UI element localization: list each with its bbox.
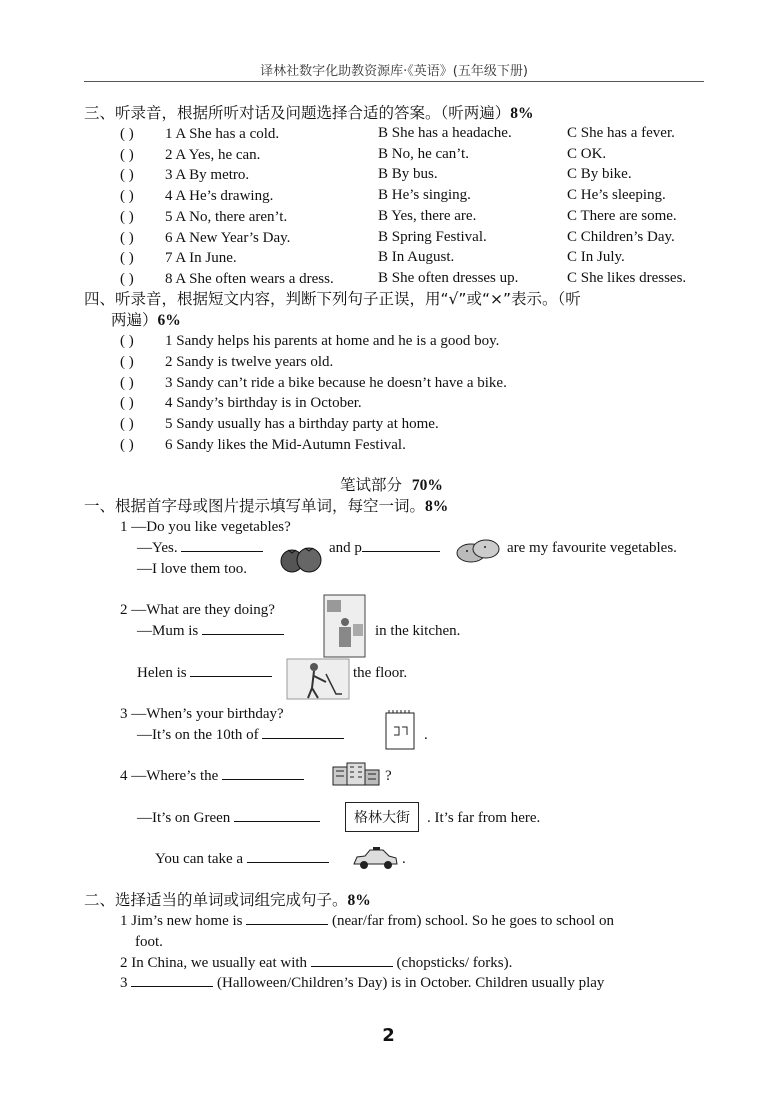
option-a: 4 A He’s drawing. bbox=[165, 188, 274, 205]
part2-title bbox=[84, 891, 371, 910]
answer-paren[interactable]: ( ) bbox=[120, 395, 134, 412]
section4-item bbox=[120, 436, 406, 454]
statement-text: 1 Sandy helps his parents at home and he is a good boy. bbox=[165, 333, 500, 349]
part2-score: 8% bbox=[347, 892, 371, 909]
p2-q1-end: (near/far from) school. So he goes to school on bbox=[332, 913, 615, 929]
part2-title-text: 二、选择适当的单词或词组完成句子。 bbox=[84, 891, 348, 909]
section3-item bbox=[120, 249, 237, 267]
q3-its-on: —It’s on the 10th of bbox=[137, 727, 259, 743]
statement-text: 6 Sandy likes the Mid-Autumn Festival. bbox=[165, 437, 406, 453]
option-a: 7 A In June. bbox=[165, 250, 237, 267]
section3-item bbox=[120, 146, 260, 164]
q1-line3: —I love them too. bbox=[137, 561, 247, 577]
option-b: B Yes, there are. bbox=[378, 207, 477, 224]
section3-item bbox=[120, 229, 290, 247]
p2-q2 bbox=[120, 954, 512, 972]
section4-title-line2 bbox=[111, 311, 181, 330]
answer-paren[interactable]: ( ) bbox=[120, 333, 134, 349]
p2-q1-cont: foot. bbox=[135, 934, 163, 950]
option-a: 5 A No, there aren’t. bbox=[165, 208, 288, 225]
answer-paren[interactable]: ( ) bbox=[120, 250, 134, 267]
answer-paren[interactable]: ( ) bbox=[120, 437, 134, 453]
answer-paren[interactable]: ( ) bbox=[120, 270, 134, 287]
p2-q2-start: 2 In China, we usually eat with bbox=[120, 955, 308, 971]
option-a: 6 A New Year’s Day. bbox=[165, 229, 291, 246]
p2-q3-num: 3 bbox=[120, 975, 128, 991]
section4-title-text2: 两遍） bbox=[111, 311, 158, 329]
p2-q1 bbox=[120, 912, 614, 930]
option-a: 2 A Yes, he can. bbox=[165, 146, 261, 163]
q4-blank3[interactable] bbox=[247, 850, 329, 863]
section4-score: 6% bbox=[157, 312, 181, 329]
statement-text: 3 Sandy can’t ride a bike because he doesn’t have a bike. bbox=[165, 374, 507, 391]
q2-line2b: in the kitchen. bbox=[375, 623, 461, 639]
q2-blank2[interactable] bbox=[190, 664, 272, 677]
option-a: 3 A By metro. bbox=[165, 167, 250, 184]
section3-item bbox=[120, 166, 249, 184]
q1-blank1[interactable] bbox=[181, 539, 263, 552]
section4-item bbox=[120, 394, 362, 412]
q2-mum-is: —Mum is bbox=[137, 623, 199, 639]
q4-line1 bbox=[120, 767, 304, 785]
q1-yes: —Yes. bbox=[137, 540, 178, 556]
q1-blank2[interactable] bbox=[362, 539, 440, 552]
answer-paren[interactable]: ( ) bbox=[120, 374, 134, 391]
part1-title-text: 一、根据首字母或图片提示填写单词，每空一词。 bbox=[84, 497, 426, 515]
q2-line2 bbox=[137, 622, 284, 640]
sweeping-floor-icon bbox=[286, 658, 350, 700]
q1-line2c: are my favourite vegetables. bbox=[507, 540, 677, 556]
section4-item bbox=[120, 374, 507, 392]
option-b: B She has a headache. bbox=[378, 125, 512, 141]
q4-you-can-take: You can take a bbox=[155, 851, 244, 867]
option-c: C In July. bbox=[567, 249, 625, 266]
option-b: B In August. bbox=[378, 249, 455, 266]
page-number: 2 bbox=[382, 1025, 395, 1046]
written-part-title bbox=[340, 476, 443, 495]
section3-item bbox=[120, 187, 273, 205]
taxi-car-icon bbox=[351, 846, 399, 872]
q2-helen-is: Helen is bbox=[137, 665, 187, 681]
option-a: 8 A She often wears a dress. bbox=[165, 270, 334, 287]
q4-question-mark: ? bbox=[385, 768, 392, 784]
q1-line1: 1 —Do you like vegetables? bbox=[120, 519, 291, 535]
answer-paren[interactable]: ( ) bbox=[120, 188, 134, 205]
option-b: B By bus. bbox=[378, 166, 438, 183]
option-c: C Children’s Day. bbox=[567, 228, 675, 245]
building-icon bbox=[331, 761, 381, 787]
option-c: C By bike. bbox=[567, 166, 632, 183]
q3-line2 bbox=[137, 726, 344, 744]
header-rule bbox=[84, 81, 704, 82]
calendar-icon bbox=[384, 709, 416, 751]
q4-line3 bbox=[155, 850, 329, 868]
q2-blank1[interactable] bbox=[202, 622, 284, 635]
option-b: B He’s singing. bbox=[378, 187, 471, 204]
section4-item bbox=[120, 332, 499, 350]
section3-item bbox=[120, 208, 287, 226]
section3-title-text: 三、听录音，根据所听对话及问题选择合适的答案。（听两遍） bbox=[84, 104, 511, 122]
q4-its-on-green: —It’s on Green bbox=[137, 810, 231, 826]
q2-line1: 2 —What are they doing? bbox=[120, 602, 275, 618]
section4-item bbox=[120, 415, 439, 433]
p2-q2-blank[interactable] bbox=[311, 954, 393, 967]
option-b: B She often dresses up. bbox=[378, 269, 519, 286]
street-name-box: 格林大街 bbox=[345, 802, 419, 832]
answer-paren[interactable]: ( ) bbox=[120, 146, 134, 163]
option-b: B Spring Festival. bbox=[378, 228, 487, 245]
option-c: C She has a fever. bbox=[567, 125, 675, 141]
q4-blank1[interactable] bbox=[222, 767, 304, 780]
q3-blank[interactable] bbox=[262, 726, 344, 739]
section3-item bbox=[120, 125, 279, 143]
statement-text: 4 Sandy’s birthday is in October. bbox=[165, 395, 362, 412]
answer-paren[interactable]: ( ) bbox=[120, 229, 134, 246]
option-c: C She likes dresses. bbox=[567, 269, 687, 286]
q1-p-hint: and p bbox=[329, 540, 362, 556]
written-title-text: 笔试部分 bbox=[340, 476, 403, 494]
q2-line3b: the floor. bbox=[353, 665, 408, 681]
option-a: 1 A She has a cold. bbox=[165, 126, 280, 142]
answer-paren[interactable]: ( ) bbox=[120, 416, 134, 433]
option-b: B No, he can’t. bbox=[378, 145, 469, 162]
potatoes-icon bbox=[455, 536, 501, 566]
answer-paren[interactable]: ( ) bbox=[120, 353, 134, 370]
q4-far-from-here: . It’s far from here. bbox=[427, 810, 541, 826]
part1-title bbox=[84, 497, 448, 516]
section3-item bbox=[120, 270, 334, 288]
option-c: C There are some. bbox=[567, 207, 677, 224]
q3-line1: 3 —When’s your birthday? bbox=[120, 706, 284, 722]
q4-wheres-the: 4 —Where’s the bbox=[120, 768, 219, 784]
option-c: C OK. bbox=[567, 145, 607, 162]
statement-text: 5 Sandy usually has a birthday party at home. bbox=[165, 416, 439, 433]
p2-q3 bbox=[120, 974, 604, 992]
written-score: 70% bbox=[411, 477, 443, 494]
q4-blank2[interactable] bbox=[234, 809, 320, 822]
section4-title-line1: 四、听录音，根据短文内容，判断下列句子正误，用“√”或“×”表示。（听 bbox=[84, 290, 581, 308]
answer-paren[interactable]: ( ) bbox=[120, 126, 134, 142]
part1-score: 8% bbox=[425, 498, 449, 515]
q1-line2 bbox=[137, 539, 263, 557]
statement-text: 2 Sandy is twelve years old. bbox=[165, 353, 334, 370]
q4-line2 bbox=[137, 809, 320, 827]
p2-q3-blank[interactable] bbox=[131, 974, 213, 987]
section3-title bbox=[84, 104, 534, 123]
p2-q3-end: (Halloween/Children’s Day) is in October. Children usually play bbox=[217, 975, 605, 991]
q4-period: . bbox=[402, 851, 406, 867]
q2-line3 bbox=[137, 664, 272, 682]
section4-item bbox=[120, 353, 333, 371]
p2-q1-blank[interactable] bbox=[246, 912, 328, 925]
tomatoes-icon bbox=[278, 540, 324, 574]
option-c: C He’s sleeping. bbox=[567, 187, 666, 204]
answer-paren[interactable]: ( ) bbox=[120, 167, 134, 184]
p2-q1-start: 1 Jim’s new home is bbox=[120, 913, 243, 929]
page-header: 译林社数字化助教资源库·《英语》(五年级下册) bbox=[260, 64, 528, 79]
q1-line2b bbox=[329, 539, 440, 557]
p2-q2-end: (chopsticks/ forks). bbox=[396, 955, 513, 971]
q3-period: . bbox=[424, 727, 428, 743]
section3-score: 8% bbox=[510, 105, 534, 122]
answer-paren[interactable]: ( ) bbox=[120, 208, 134, 225]
kitchen-cooking-icon bbox=[323, 594, 366, 658]
